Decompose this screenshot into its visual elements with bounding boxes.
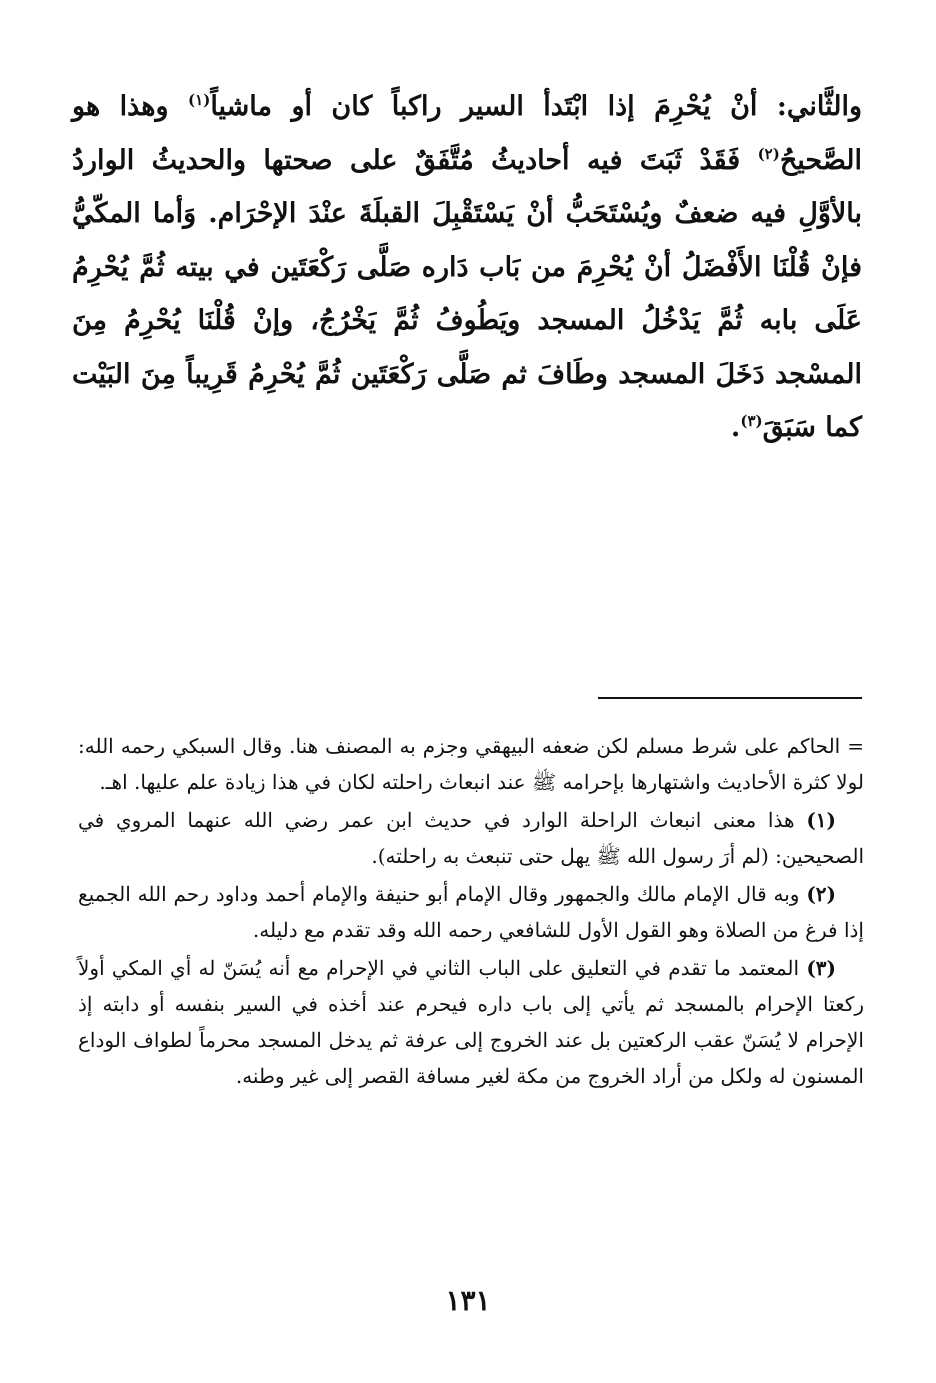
- main-paragraph: [72, 80, 862, 455]
- main-text-segment-1: : أنْ يُحْرِمَ إذا ابْتَدأ السير راكباً كان أو ماشياً: [210, 91, 787, 122]
- footnote-text: المعتمد ما تقدم في التعليق على الباب الثاني في الإحرام مع أنه يُسَنّ له أي المكي أولاً ركعتا الإحرام بالمسجد ثم يأتي إلى باب داره فيحرم عند أخذه في السير بنفسه أو دابته إذ الإحرام لا يُسَنّ عقب الركعتين بل عند الخروج إلى عرفة ثم يدخل المسجد محرماً لطواف الوداع المسنون له ولكل من أراد الخروج من مكة لغير مسافة القصر إلى غير وطنه.: [78, 956, 864, 1088]
- footnote-ref-3[interactable]: (٣): [740, 412, 763, 430]
- footnote-text: هذا معنى انبعاث الراحلة الوارد في حديث ابن عمر رضي الله عنهما المروي في الصحيحين: (لم أرَ رسول الله ﷺ يهل حتى تنبعث به راحلته).: [78, 808, 864, 868]
- footnotes-section: [78, 728, 864, 1096]
- footnote-2: [78, 876, 864, 948]
- paragraph-lead: والثَّاني: [786, 91, 862, 122]
- footnote-ref-1[interactable]: (١): [188, 91, 211, 109]
- footnote-number: (٢): [806, 882, 837, 906]
- footnote-3: [78, 950, 864, 1094]
- footnote-separator-rule: [598, 697, 862, 699]
- footnote-continuation: = الحاكم على شرط مسلم لكن ضعفه البيهقي وجزم به المصنف هنا. وقال السبكي رحمه الله: لولا كثرة الأحاديث واشتهارها بإحرامه ﷺ عند انبعاث راحلته لكان في هذا زيادة علم عليها. اهـ.: [78, 734, 864, 794]
- footnote-number: (١): [806, 808, 837, 832]
- main-text-segment-2: وهذا هو الصَّحيحُ: [72, 91, 862, 176]
- main-text-end: .: [730, 412, 741, 443]
- footnote-ref-2[interactable]: (٢): [757, 144, 780, 163]
- main-text-segment-3: فَقَدْ ثَبَتَ فيه أحاديثُ مُتَّفَقٌ على صحتها والحديثُ الواردُ بالأوَّلِ فيه ضعفٌ ويُسْتَحَبُّ أنْ يَسْتَقْبِلَ القبلَةَ عنْدَ الإحْرَام. وَأما المكّيُّ فإنْ قُلْنَا الأَفْضَلُ أنْ يُحْرِمَ من بَاب دَاره صَلَّى رَكْعَتَين في بيته ثُمَّ يُحْرِمُ عَلَى بابه ثُمَّ يَدْخُلُ المسجد ويَطُوفُ ثُمَّ يَخْرُجُ، وإنْ قُلْنَا يُحْرِمُ مِنَ المسْجد دَخَلَ المسجد وطَافَ ثم صَلَّى رَكْعَتَين ثُمَّ يُحْرِمُ قَرِيباً مِنَ البَيْت كما سَبَقَ: [72, 144, 862, 443]
- footnote-1: [78, 802, 864, 874]
- footnote-text: وبه قال الإمام مالك والجمهور وقال الإمام أبو حنيفة والإمام أحمد وداود رحم الله الجميع إذا فرغ من الصلاة وهو القول الأول للشافعي رحمه الله وقد تقدم مع دليله.: [78, 882, 864, 942]
- page-number: ١٣١: [445, 1284, 491, 1317]
- footnote-number: (٣): [806, 956, 837, 980]
